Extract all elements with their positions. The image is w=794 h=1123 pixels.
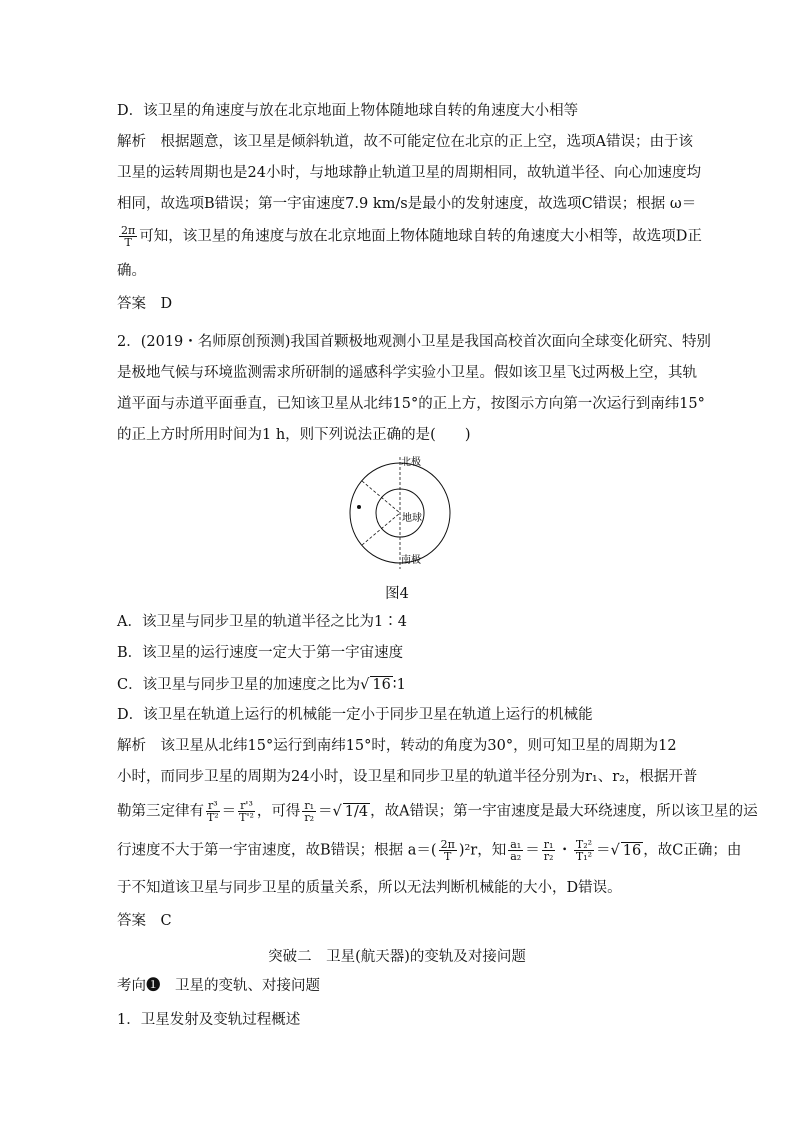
- q2-answer: 答案 C: [117, 913, 172, 929]
- section-heading: 突破二 卫星(航天器)的变轨及对接问题: [268, 949, 526, 965]
- fraction: $\frac{2\pi}{T}$: [121, 224, 136, 249]
- figure-caption: 图4: [385, 586, 409, 602]
- q1-option-d: D．该卫星的角速度与放在北京地面上物体随地球自转的角速度大小相等: [117, 103, 579, 119]
- q2-stem-line3: 道平面与赤道平面垂直，已知该卫星从北纬15°的正上方，按图示方向第一次运行到南纬15°: [117, 396, 705, 412]
- latitude-line-north: [362, 481, 400, 513]
- item-1: 1．卫星发射及变轨过程概述: [117, 1012, 301, 1028]
- south-pole-label: 南极: [401, 555, 421, 566]
- satellite-dot: [357, 505, 361, 509]
- q2-analysis-line1: 解析 该卫星从北纬15°运行到南纬15°时，转动的角度为30°，则可知卫星的周期为12: [117, 738, 677, 754]
- subheading: 考向❶ 卫星的变轨、对接问题: [117, 978, 320, 994]
- q1-analysis-line2: 卫星的运转周期也是24小时，与地球静止轨道卫星的周期相同，故轨道半径、向心加速度均: [117, 165, 701, 181]
- q2-stem-line2: 是极地气候与环境监测需求所研制的遥感科学实验小卫星。假如该卫星飞过两极上空，其轨: [117, 365, 697, 381]
- q1-analysis-line3: 相同，故选项B错误；第一宇宙速度7.9 km/s是最小的发射速度，故选项C错误；根据 ω＝: [117, 196, 697, 212]
- orbit-figure: [340, 455, 470, 575]
- q2-analysis-line5: 于不知道该卫星与同步卫星的质量关系，所以无法判断机械能的大小，D错误。: [117, 880, 622, 896]
- q2-option-b: B．该卫星的运行速度一定大于第一宇宙速度: [117, 645, 404, 661]
- latitude-line-south: [362, 513, 400, 545]
- q2-stem-line4: 的正上方时所用时间为1 h，则下列说法正确的是( ): [117, 427, 471, 443]
- q2-option-c: C．该卫星与同步卫星的加速度之比为√ 16 ∶1: [117, 677, 406, 693]
- q1-analysis-line4: $\frac{2\pi}{T}$ 可知，该卫星的角速度与放在北京地面上物体随地球自转的角速度大小相等，故选项D正: [121, 224, 702, 249]
- earth-label: 地球: [402, 513, 422, 524]
- q2-option-d: D．该卫星在轨道上运行的机械能一定小于同步卫星在轨道上运行的机械能: [117, 707, 593, 723]
- q1-answer: 答案 D: [117, 296, 173, 312]
- north-pole-label: 北极: [401, 457, 421, 468]
- q1-analysis-line1: 解析 根据题意，该卫星是倾斜轨道，故不可能定位在北京的正上空，选项A错误；由于该: [117, 134, 693, 150]
- q2-analysis-line4: 行速度不大于第一宇宙速度，故B错误；根据 a＝( $\frac{2\pi}{T}$ )²r，知 $\frac{\text{a₁}}{\text{a₂}}$ ＝ $\frac{\text{r₁}}{\text{r₂}}$ ・ $\frac{\text{T₂²}}{\text{T₁²}}$ ＝√ 16 ，故C正确；由: [117, 838, 742, 863]
- q2-analysis-line3: 勒第三定律有 $\frac{\text{r³}}{\text{T²}}$ ＝ $\frac{\text{r'³}}{\text{T'²}}$ ，可得 $\frac{\text{r₁}}{\text{r₂}}$ ＝√ 1/4 ，故A错误；第一宇宙速度是最大环绕速度，所以该卫星的运: [117, 799, 758, 824]
- q2-analysis-line2: 小时，而同步卫星的周期为24小时，设卫星和同步卫星的轨道半径分别为r₁、r₂，根据开普: [117, 769, 698, 785]
- q2-stem-line1: 2．(2019・名师原创预测)我国首颗极地观测小卫星是我国高校首次面向全球变化研究、特别: [117, 334, 711, 350]
- q1-analysis-line5: 确。: [117, 263, 146, 279]
- q2-option-a: A．该卫星与同步卫星的轨道半径之比为1∶4: [117, 614, 407, 630]
